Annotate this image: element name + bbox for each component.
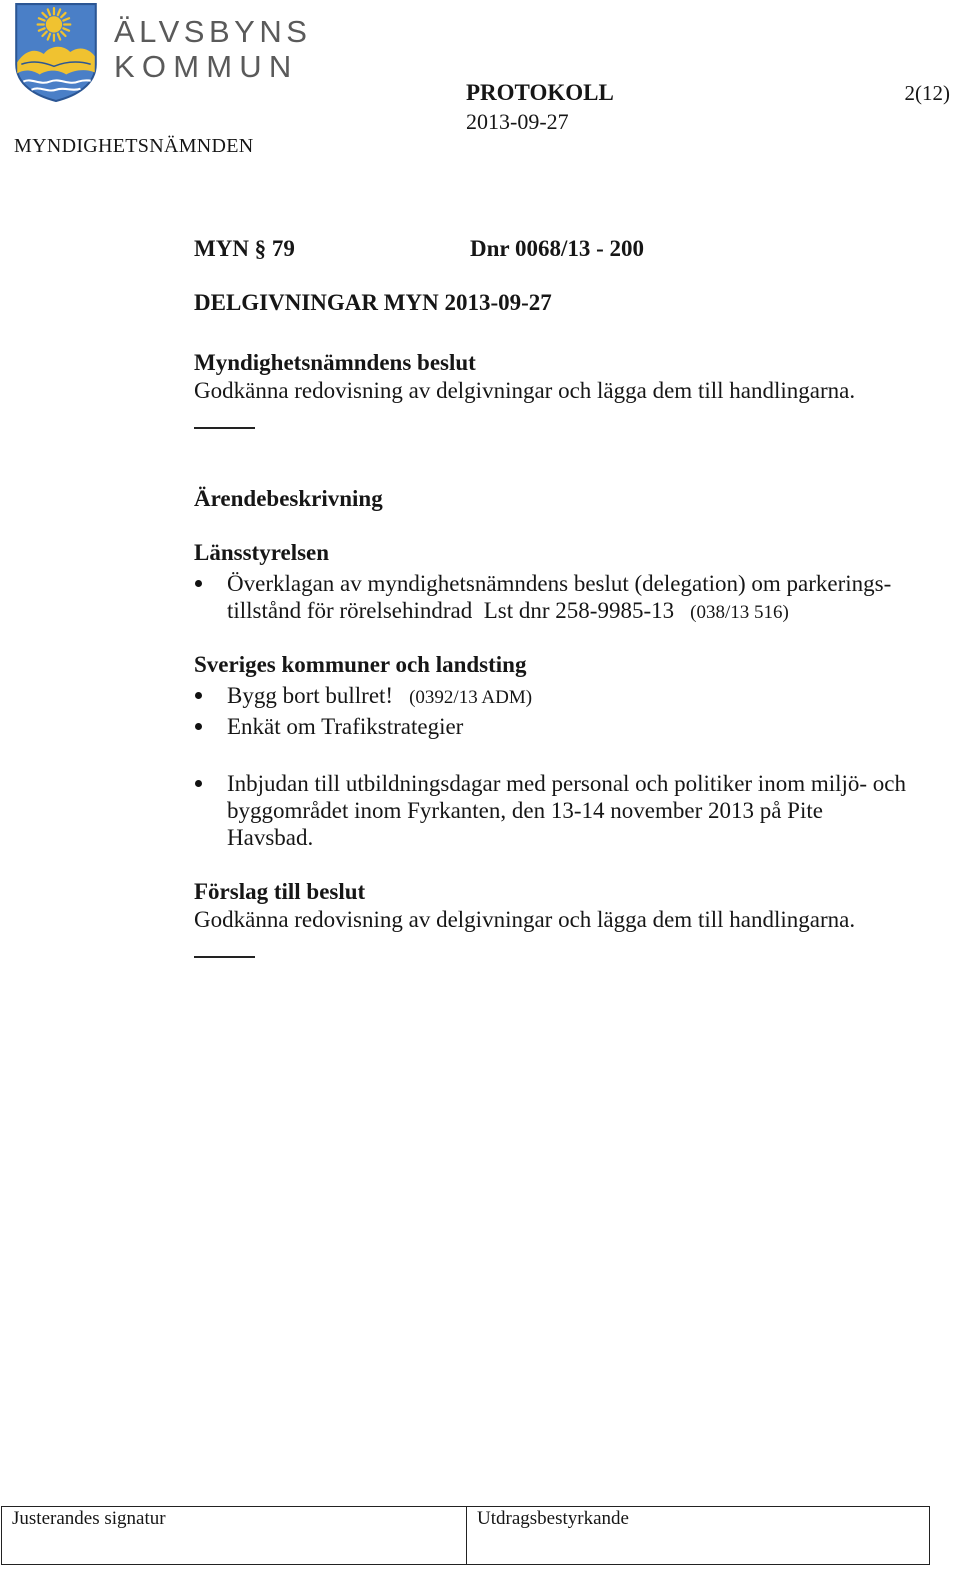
sun-disc — [46, 16, 62, 32]
bullet-icon — [195, 723, 202, 730]
logo-wordmark-line2: KOMMUN — [114, 49, 299, 84]
proposal-text: Godkänna redovisning av delgivningar och lägga dem till handlingarna. — [194, 907, 856, 932]
item-line: Inbjudan till utbildningsdagar med personal och politiker inom miljö- och — [227, 771, 907, 796]
bullet-icon — [195, 580, 202, 587]
case-number: Dnr 0068/13 - 200 — [470, 236, 644, 261]
separator-rule — [194, 956, 255, 958]
signature-table — [1, 1506, 930, 1565]
item-line: Havsbad. — [227, 825, 314, 850]
paragraph-number: MYN § 79 — [194, 236, 295, 261]
description-heading: Ärendebeskrivning — [194, 486, 383, 511]
logo-wordmark-line1: ÄLVSBYNS — [114, 14, 312, 49]
committee-name: MYNDIGHETSNÄMNDEN — [14, 135, 254, 157]
case-reference: (0392/13 ADM) — [409, 687, 533, 708]
document-date: 2013-09-27 — [466, 109, 569, 134]
list-item — [227, 770, 906, 851]
bullet-icon — [195, 692, 202, 699]
document-type: PROTOKOLL — [466, 80, 614, 105]
group-heading: Sveriges kommuner och landsting — [194, 652, 527, 677]
decision-heading: Myndighetsnämndens beslut — [194, 350, 476, 375]
item-line: byggområdet inom Fyrkanten, den 13-14 november 2013 på Pite — [227, 798, 823, 823]
item-line: Överklagan av myndighetsnämndens beslut (delegation) om parkerings- — [227, 571, 892, 596]
decision-text: Godkänna redovisning av delgivningar och lägga dem till handlingarna. — [194, 378, 856, 403]
page-number: 2(12) — [904, 81, 950, 105]
group-heading: Länsstyrelsen — [194, 540, 330, 565]
signature-cell — [2, 1507, 467, 1564]
item-line — [227, 597, 891, 624]
separator-rule — [194, 427, 255, 429]
list-item — [227, 713, 463, 740]
certification-cell — [467, 1507, 929, 1564]
item-text: tillstånd för rörelsehindrad Lst dnr 258-9985-13 — [227, 598, 675, 623]
proposal-heading: Förslag till beslut — [194, 879, 366, 904]
list-item — [227, 682, 532, 709]
item-line: Enkät om Trafikstrategier — [227, 714, 464, 739]
item-line — [227, 682, 532, 709]
certification-label: Utdragsbestyrkande — [477, 1508, 629, 1529]
bullet-icon — [195, 780, 202, 787]
case-reference: (038/13 516) — [690, 602, 789, 623]
item-text: Bygg bort bullret! — [227, 683, 394, 708]
section-title: DELGIVNINGAR MYN 2013-09-27 — [194, 290, 552, 315]
coat-of-arms-icon — [13, 1, 99, 103]
signature-label: Justerandes signatur — [12, 1508, 166, 1529]
municipality-logo — [0, 0, 320, 104]
list-item — [227, 570, 891, 624]
